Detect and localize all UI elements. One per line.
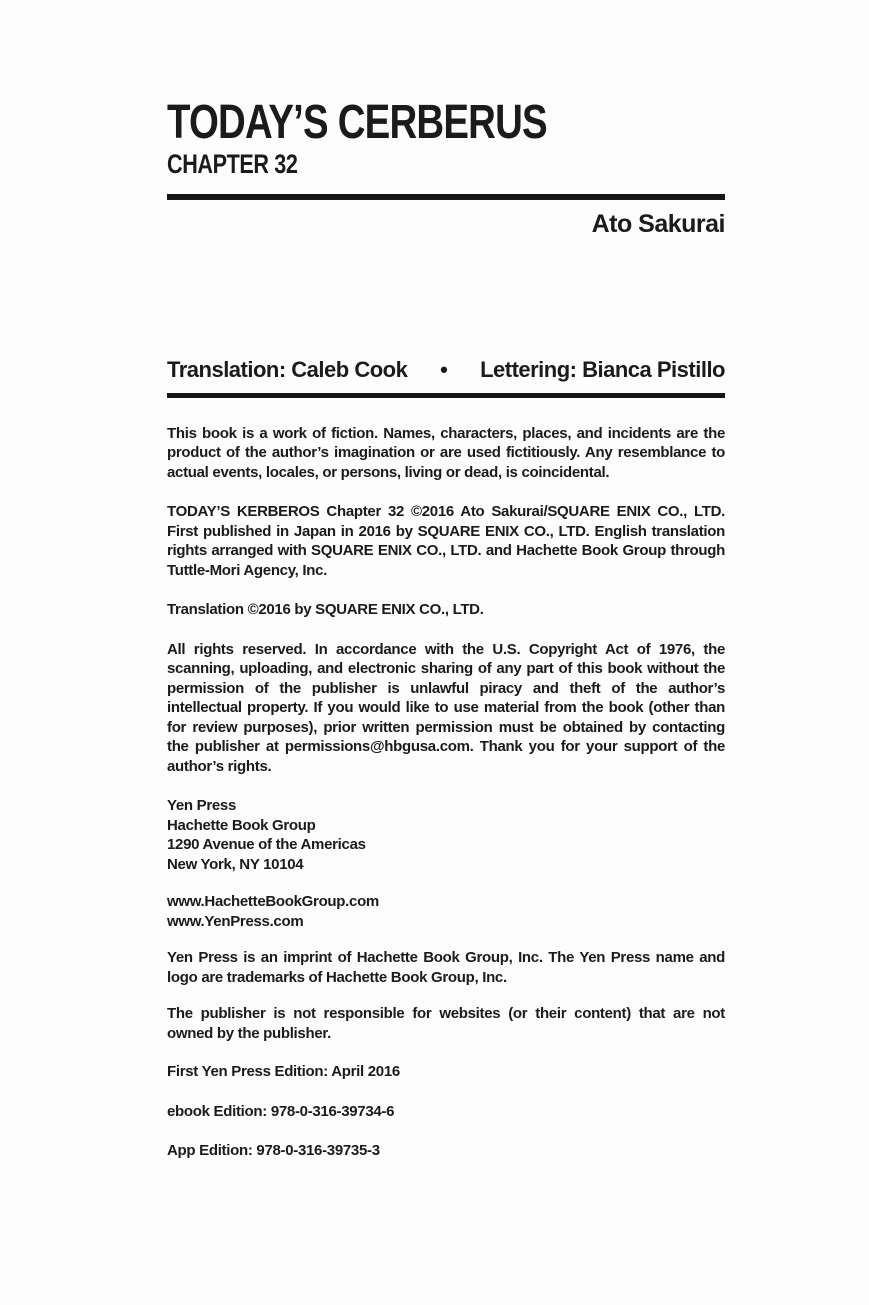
- app-edition-line: App Edition: 978-0-316-39735-3: [167, 1142, 380, 1160]
- title-divider-rule: [167, 194, 725, 200]
- publisher-address: [167, 796, 725, 874]
- address-line-group: Hachette Book Group: [167, 816, 316, 834]
- website-url-yenpress: www.YenPress.com: [167, 912, 304, 930]
- first-edition-line: First Yen Press Edition: April 2016: [167, 1063, 400, 1081]
- translation-credit: Translation: Caleb Cook: [167, 357, 408, 383]
- rights-reserved-notice: All rights reserved. In accordance with the U.S. Copyright Act of 1976, the scanning, uploading, and electronic sharing of any part of this book without the permission of the publisher is unlawful piracy and theft of the author’s intellectual property. If you would like to use material from the book (other than for review purposes), prior written permission must be obtained by contacting the publisher at permissions@hbgusa.com. Thank you for your support of the author’s rights.: [167, 640, 725, 775]
- publisher-websites: [167, 892, 725, 931]
- chapter-heading: CHAPTER 32: [167, 149, 298, 180]
- credits-divider-rule: [167, 393, 725, 398]
- lettering-credit: Lettering: Bianca Pistillo: [480, 357, 725, 383]
- credits-separator-bullet: •: [440, 357, 448, 383]
- address-line-street: 1290 Avenue of the Americas: [167, 836, 366, 854]
- address-line-publisher: Yen Press: [167, 797, 237, 815]
- translation-copyright-notice: Translation ©2016 by SQUARE ENIX CO., LTD.: [167, 601, 484, 619]
- imprint-notice: Yen Press is an imprint of Hachette Book Group, Inc. The Yen Press name and logo are trademarks of Hachette Book Group, Inc.: [167, 949, 725, 986]
- fiction-disclaimer: This book is a work of fiction. Names, characters, places, and incidents are the product of the author’s imagination or are used fictitiously. Any resemblance to actual events, locales, or persons, living or dead, is coincidental.: [167, 424, 725, 481]
- author-name: Ato Sakurai: [591, 209, 725, 238]
- page-content: [167, 0, 725, 1161]
- website-disclaimer: The publisher is not responsible for websites (or their content) that are not owned by the publisher.: [167, 1005, 725, 1042]
- book-title: TODAY’S CERBERUS: [167, 96, 547, 149]
- original-copyright-notice: TODAY’S KERBEROS Chapter 32 ©2016 Ato Sakurai/SQUARE ENIX CO., LTD. First published in Japan in 2016 by SQUARE ENIX CO., LTD. English translation rights arranged with SQUARE ENIX CO., LTD. and Hachette Book Group through Tuttle-Mori Agency, Inc.: [167, 503, 725, 579]
- credits-line: [167, 357, 725, 382]
- address-line-city: New York, NY 10104: [167, 855, 304, 873]
- ebook-edition-line: ebook Edition: 978-0-316-39734-6: [167, 1102, 395, 1120]
- website-url-hachette: www.HachetteBookGroup.com: [167, 893, 379, 911]
